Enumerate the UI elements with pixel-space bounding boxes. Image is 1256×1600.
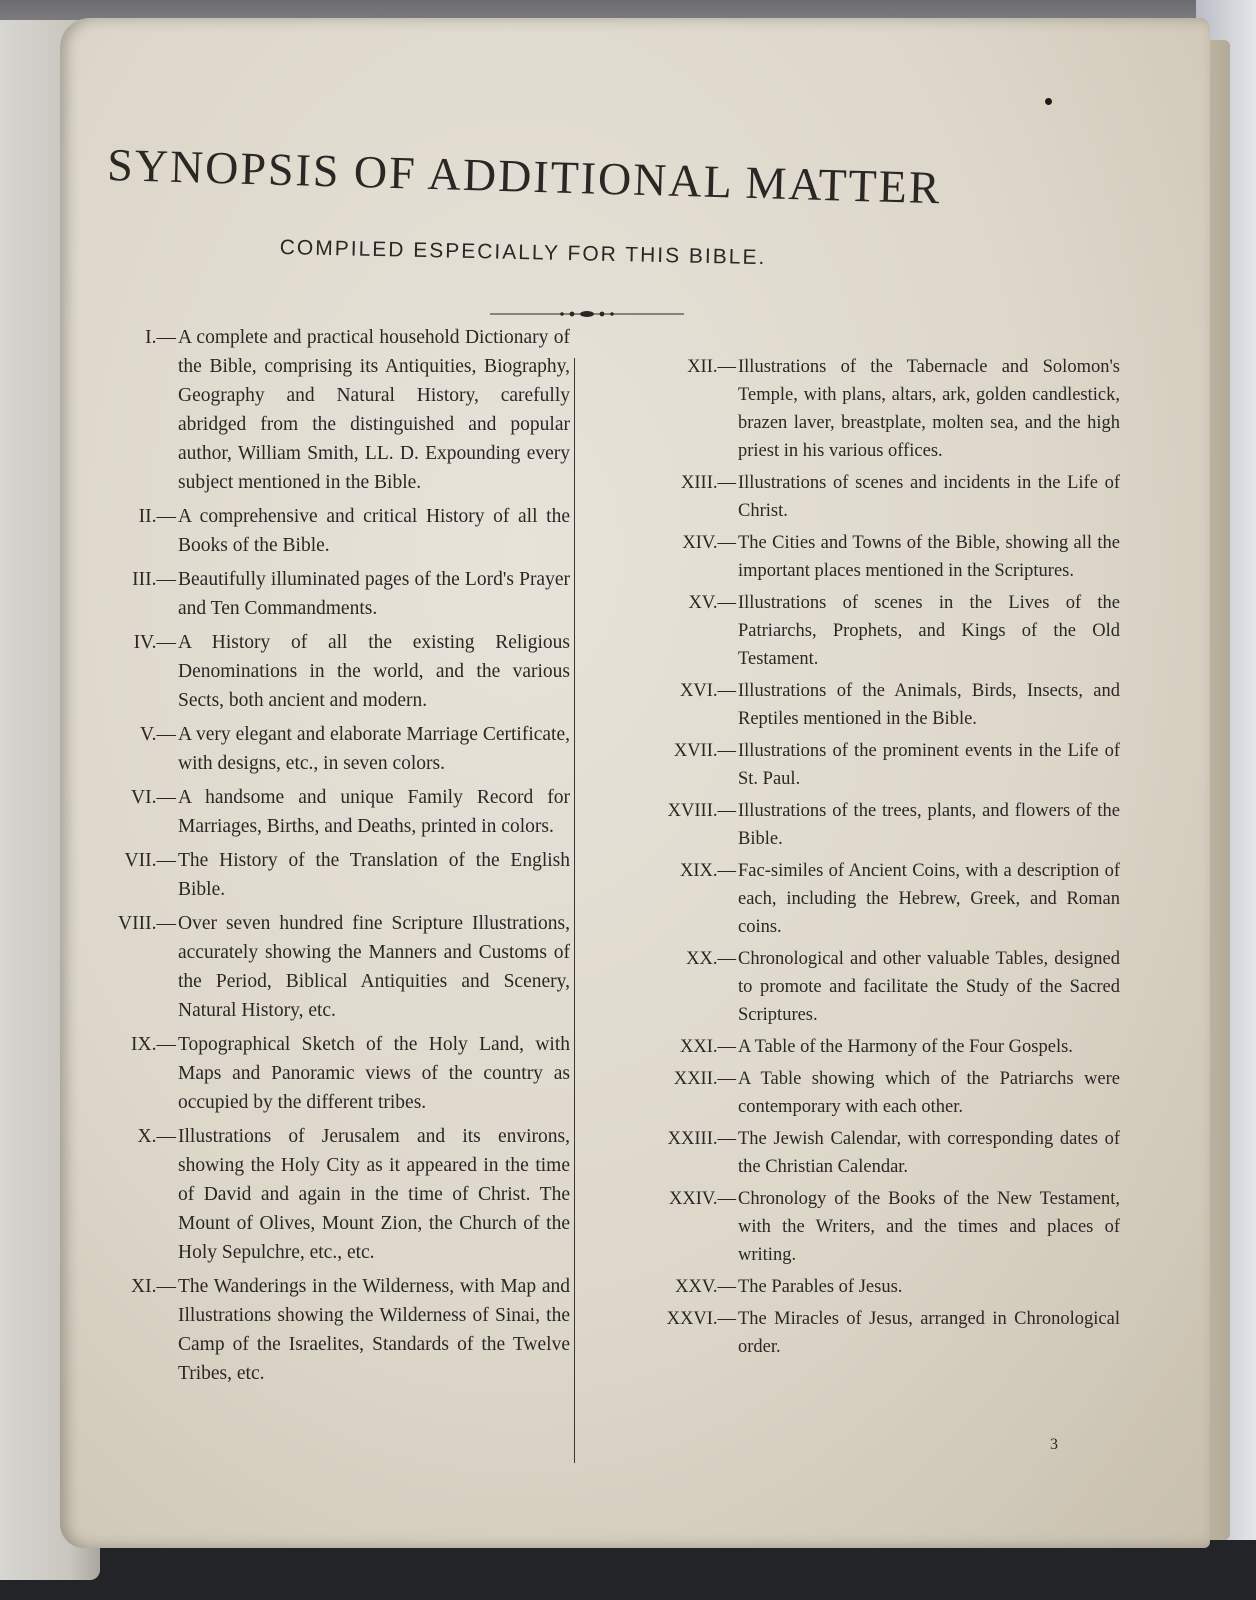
item-numeral: XIX.— xyxy=(679,861,736,881)
item-text: Topographical Sketch of the Holy Land, with Maps and Panoramic views of the country as occupied by the different tribes. xyxy=(178,1034,570,1113)
item-text: A History of all the existing Religious Denominations in the world, and the various Sects, both ancient and modern. xyxy=(178,632,570,711)
list-item xyxy=(590,589,1120,673)
item-numeral: XX.— xyxy=(686,949,736,969)
list-item xyxy=(80,1272,570,1388)
item-text: A comprehensive and critical History of all the Books of the Bible. xyxy=(178,506,570,556)
list-item xyxy=(80,1030,570,1117)
item-numeral: XXIII.— xyxy=(667,1129,736,1149)
item-numeral: XIV.— xyxy=(682,533,736,553)
list-item xyxy=(590,737,1120,793)
item-numeral: IV.— xyxy=(133,632,176,653)
item-text: A complete and practical household Dictionary of the Bible, comprising its Antiquities, Biography, Geography and Natural History, carefully abridged from the distinguished and popular author, William Smith, LL. D. Expounding every subject mentioned in the Bible. xyxy=(178,327,570,493)
item-numeral: III.— xyxy=(132,569,176,590)
list-item xyxy=(80,846,570,904)
item-text: A Table of the Harmony of the Four Gospels. xyxy=(738,1037,1073,1057)
list-item xyxy=(590,797,1120,853)
list-item xyxy=(590,353,1120,465)
right-column xyxy=(590,353,1120,1365)
item-text: A very elegant and elaborate Marriage Certificate, with designs, etc., in seven colors. xyxy=(178,724,570,774)
list-item xyxy=(80,783,570,841)
item-text: Chronological and other valuable Tables, designed to promote and facilitate the Study of the Sacred Scriptures. xyxy=(738,949,1120,1025)
list-item xyxy=(590,857,1120,941)
left-column xyxy=(80,323,570,1393)
item-numeral: XI.— xyxy=(131,1276,176,1297)
list-item xyxy=(590,529,1120,585)
item-numeral: XII.— xyxy=(687,357,736,377)
item-text: Illustrations of the Animals, Birds, Insects, and Reptiles mentioned in the Bible. xyxy=(738,681,1120,729)
item-numeral: XXII.— xyxy=(673,1069,736,1089)
item-text: Illustrations of the Tabernacle and Solomon's Temple, with plans, altars, ark, golden candlestick, brazen laver, breastplate, molten sea, and the high priest in his various offices. xyxy=(738,357,1120,461)
item-text: Illustrations of the prominent events in the Life of St. Paul. xyxy=(738,741,1120,789)
item-text: The History of the Translation of the English Bible. xyxy=(178,850,570,900)
item-text: The Jewish Calendar, with corresponding dates of the Christian Calendar. xyxy=(738,1129,1120,1177)
item-text: Illustrations of Jerusalem and its environs, showing the Holy City as it appeared in the time of David and again in the time of Christ. The Mount of Olives, Mount Zion, the Church of the Holy Sepulchre, etc., etc. xyxy=(178,1126,570,1263)
item-text: Illustrations of scenes and incidents in the Life of Christ. xyxy=(738,473,1120,521)
list-item xyxy=(80,909,570,1025)
item-numeral: II.— xyxy=(138,506,176,527)
list-item xyxy=(590,677,1120,733)
item-numeral: IX.— xyxy=(131,1034,176,1055)
item-text: Over seven hundred fine Scripture Illustrations, accurately showing the Manners and Customs of the Period, Biblical Antiquities and Scenery, Natural History, etc. xyxy=(178,913,570,1021)
item-numeral: XV.— xyxy=(688,593,736,613)
item-text: Fac-similes of Ancient Coins, with a description of each, including the Hebrew, Greek, and Roman coins. xyxy=(738,861,1120,937)
list-item xyxy=(80,502,570,560)
list-item xyxy=(590,1125,1120,1181)
page-number: 3 xyxy=(1050,1436,1058,1453)
item-numeral: XVII.— xyxy=(673,741,736,761)
item-text: A handsome and unique Family Record for Marriages, Births, and Deaths, printed in colors. xyxy=(178,787,570,837)
list-item xyxy=(80,628,570,715)
list-item xyxy=(590,469,1120,525)
item-text: Illustrations of the trees, plants, and flowers of the Bible. xyxy=(738,801,1120,849)
item-text: The Parables of Jesus. xyxy=(738,1277,903,1297)
item-numeral: XXIV.— xyxy=(669,1189,736,1209)
item-text: The Wanderings in the Wilderness, with Map and Illustrations showing the Wilderness of Sinai, the Camp of the Israelites, Standards of the Twelve Tribes, etc. xyxy=(178,1276,570,1384)
list-item xyxy=(590,1065,1120,1121)
item-numeral: VI.— xyxy=(131,787,176,808)
ornament-divider xyxy=(490,308,684,320)
list-item xyxy=(80,1122,570,1267)
item-numeral: XIII.— xyxy=(681,473,736,493)
background-bottom xyxy=(0,1540,1256,1600)
book-page xyxy=(60,18,1210,1548)
item-numeral: XXI.— xyxy=(679,1037,736,1057)
item-numeral: V.— xyxy=(140,724,176,745)
column-divider xyxy=(574,358,575,1463)
list-item xyxy=(80,720,570,778)
item-numeral: XXV.— xyxy=(675,1277,736,1297)
page-title: SYNOPSIS OF ADDITIONAL MATTER xyxy=(106,138,943,214)
list-item xyxy=(590,945,1120,1029)
item-numeral: X.— xyxy=(137,1126,176,1147)
list-item xyxy=(590,1033,1120,1061)
item-text: Beautifully illuminated pages of the Lord's Prayer and Ten Commandments. xyxy=(178,569,570,619)
item-numeral: XXVI.— xyxy=(666,1309,736,1329)
list-item xyxy=(80,323,570,497)
list-item xyxy=(590,1273,1120,1301)
item-text: The Miracles of Jesus, arranged in Chronological order. xyxy=(738,1309,1120,1357)
page-subtitle: COMPILED ESPECIALLY FOR THIS BIBLE. xyxy=(279,236,767,270)
item-numeral: VIII.— xyxy=(118,913,176,934)
list-item xyxy=(80,565,570,623)
item-text: Chronology of the Books of the New Testament, with the Writers, and the times and places of writing. xyxy=(738,1189,1120,1265)
item-numeral: XVIII.— xyxy=(667,801,736,821)
ink-speck xyxy=(1045,98,1052,105)
item-numeral: I.— xyxy=(145,327,176,348)
list-item xyxy=(590,1305,1120,1361)
item-text: The Cities and Towns of the Bible, showing all the important places mentioned in the Scriptures. xyxy=(738,533,1120,581)
item-text: A Table showing which of the Patriarchs were contemporary with each other. xyxy=(738,1069,1120,1117)
item-numeral: VII.— xyxy=(124,850,176,871)
item-numeral: XVI.— xyxy=(679,681,736,701)
item-text: Illustrations of scenes in the Lives of the Patriarchs, Prophets, and Kings of the Old Testament. xyxy=(738,593,1120,669)
list-item xyxy=(590,1185,1120,1269)
